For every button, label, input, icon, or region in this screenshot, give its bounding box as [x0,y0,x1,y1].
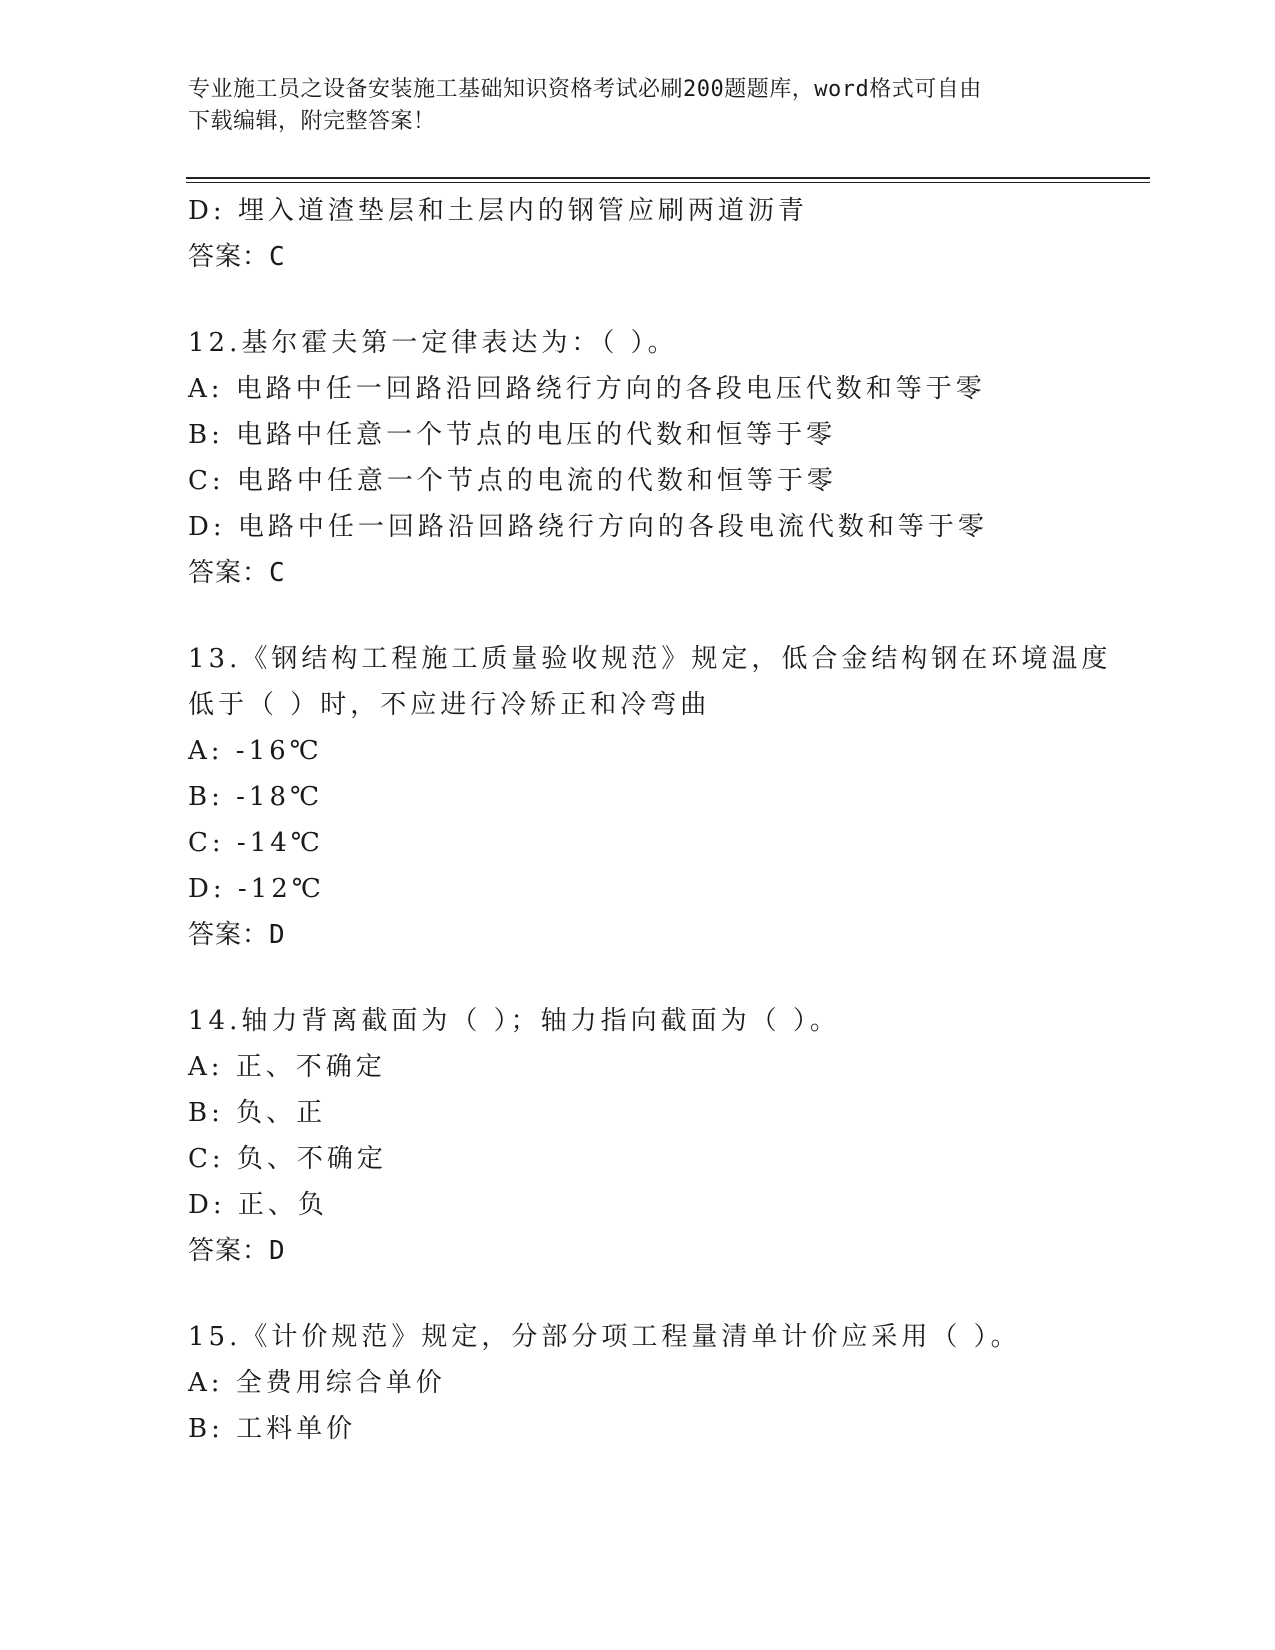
question-12 [188,320,1088,596]
answer-line: 答案：C [188,242,286,272]
question-14 [188,998,1088,1274]
document-header [188,74,1068,138]
header-line-1: 专业施工员之设备安装施工基础知识资格考试必刷200题题库，word格式可自由 [188,77,982,102]
question-13 [188,636,1112,958]
option-c: C: 负、不确定 [188,1144,387,1174]
option-b: B: -18℃ [188,782,324,812]
question-stem: 15.《计价规范》规定，分部分项工程量清单计价应采用（ ）。 [188,1322,1021,1352]
question-stem-line-2: 低于（ ）时，不应进行冷矫正和冷弯曲 [188,690,711,720]
header-divider-thin [186,182,1150,183]
question-stem-line-1: 13.《钢结构工程施工质量验收规范》规定，低合金结构钢在环境温度 [188,644,1112,674]
option-a: A: 全费用综合单价 [188,1368,446,1398]
option-c: C: 电路中任意一个节点的电流的代数和恒等于零 [188,466,837,496]
previous-question-tail [188,188,1088,280]
option-c: C: -14℃ [188,828,324,858]
option-d: D: 埋入道渣垫层和土层内的钢管应刷两道沥青 [188,196,808,226]
question-15 [188,1314,1088,1452]
option-b: B: 负、正 [188,1098,327,1128]
option-b: B: 工料单价 [188,1414,357,1444]
document-body [188,188,1112,1452]
option-a: A: 电路中任一回路沿回路绕行方向的各段电压代数和等于零 [188,374,986,404]
option-b: B: 电路中任意一个节点的电压的代数和恒等于零 [188,420,837,450]
option-a: A: 正、不确定 [188,1052,386,1082]
answer-line: 答案：C [188,558,286,588]
option-d: D: 电路中任一回路沿回路绕行方向的各段电流代数和等于零 [188,512,988,542]
answer-line: 答案：D [188,920,286,950]
question-stem: 14.轴力背离截面为（ ）；轴力指向截面为（ ）。 [188,1006,840,1036]
option-d: D: 正、负 [188,1190,328,1220]
header-line-2: 下载编辑，附完整答案！ [188,109,436,134]
question-stem: 12.基尔霍夫第一定律表达为：（ ）。 [188,328,678,358]
header-divider-thick [186,177,1150,179]
option-d: D: -12℃ [188,874,325,904]
option-a: A: -16℃ [188,736,323,766]
answer-line: 答案：D [188,1236,286,1266]
